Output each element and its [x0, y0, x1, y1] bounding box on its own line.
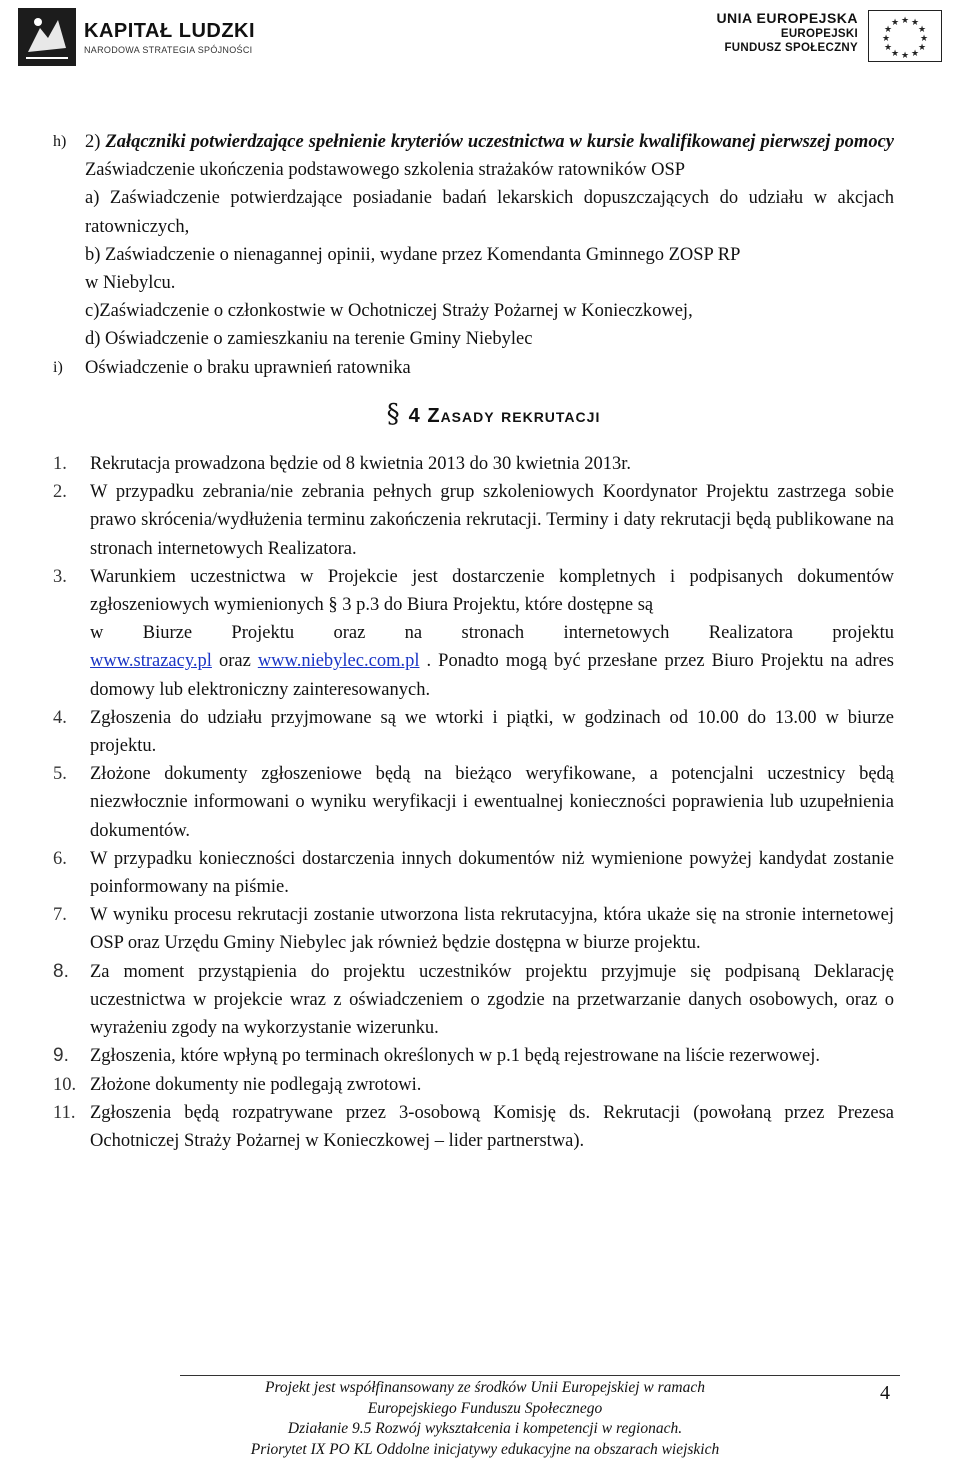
section-h-heading — [85, 128, 894, 184]
section-symbol-inline: § — [328, 595, 337, 615]
kapital-ludzki-logo — [18, 8, 255, 66]
footer-text — [175, 1378, 795, 1460]
section-title: Zasady rekrutacji — [427, 405, 600, 427]
item-number: 11. — [53, 1099, 90, 1155]
item-text: Za moment przystąpienia do projektu uczestników projektu przyjmuje się podpisaną Deklarację uczestnictwa w projekcie wraz z oświadczeniem o zgodzie na przetwarzanie danych osobowych, oraz o wyrażeniu zgody na wykorzystanie wizerunku. — [90, 958, 894, 1043]
list-item — [53, 901, 894, 957]
recruitment-rules-list — [53, 450, 894, 1155]
footer-divider — [180, 1375, 900, 1376]
line-a: a) Zaświadczenie potwierdzające posiadanie badań lekarskich dopuszczających do udziału w akcjach ratowniczych, — [53, 184, 894, 240]
page-header — [0, 0, 960, 72]
item-text: Zgłoszenia będą rozpatrywane przez 3-osobową Komisję ds. Rekrutacji (powołaną przez Prezesa Ochotniczej Straży Pożarnej w Konieczkowej – lider partnerstwa). — [90, 1099, 894, 1155]
section-i-text: Oświadczenie o braku uprawnień ratownika — [85, 354, 894, 382]
svg-text:★: ★ — [911, 49, 919, 59]
list-item — [53, 958, 894, 1043]
line-c: c)Zaświadczenie o członkostwie w Ochotniczej Straży Pożarnej w Konieczkowej, — [53, 297, 894, 325]
item-text: Złożone dokumenty zgłoszeniowe będą na bieżąco weryfikowane, a potencjalni uczestnicy będą niezwłocznie informowani o wyniku weryfikacji i ewentualnej konieczności poprawienia lub uzupełnienia dokumentów. — [90, 760, 894, 845]
section-h-marker: h) — [53, 128, 85, 184]
item-text: W wyniku procesu rekrutacji zostanie utworzona lista rekrutacyjna, która ukaże się na stronie internetowej OSP oraz Urzędu Gminy Niebylec jak również będzie dostępna w biurze projektu. — [90, 901, 894, 957]
section-symbol: § — [387, 399, 401, 429]
kapital-ludzki-subtitle: NARODOWA STRATEGIA SPÓJNOŚCI — [84, 45, 255, 55]
item-text: Zgłoszenia, które wpłyną po terminach określonych w p.1 będą rejestrowane na liście rezerwowej. — [90, 1042, 894, 1070]
eu-line1: UNIA EUROPEJSKA — [716, 10, 858, 27]
item-number: 9. — [53, 1042, 90, 1070]
footer-line-1: Projekt jest współfinansowany ze środków Unii Europejskiej w ramach — [175, 1378, 795, 1399]
strazacy-link[interactable]: www.strazacy.pl — [90, 651, 212, 671]
item-3-text-a: Warunkiem uczestnictwa w Projekcie jest dostarczenie kompletnych i podpisanych dokumentów zgłoszeniowych wymienionych — [90, 567, 894, 615]
svg-text:★: ★ — [918, 25, 926, 35]
item-text: Zgłoszenia do udziału przyjmowane są we wtorki i piątki, w godzinach od 10.00 do 13.00 w biurze projektu. — [90, 704, 894, 760]
section-4-heading — [53, 400, 894, 430]
list-item — [53, 1042, 894, 1070]
item-3-oraz: oraz — [212, 651, 258, 671]
kapital-ludzki-title: KAPITAŁ LUDZKI — [84, 20, 255, 42]
list-item — [53, 563, 894, 704]
list-item — [53, 760, 894, 845]
svg-text:★: ★ — [918, 43, 926, 53]
item-number: 7. — [53, 901, 90, 957]
eu-line2: EUROPEJSKI — [716, 27, 858, 41]
item-number: 10. — [53, 1071, 90, 1099]
list-item — [53, 1099, 894, 1155]
eu-flag-icon — [868, 10, 942, 62]
document-body — [53, 128, 894, 1155]
page-number: 4 — [880, 1382, 890, 1405]
list-item — [53, 1071, 894, 1099]
svg-text:★: ★ — [882, 34, 890, 44]
item-number: 4. — [53, 704, 90, 760]
footer-line-2: Europejskiego Funduszu Społecznego — [175, 1399, 795, 1420]
list-item — [53, 845, 894, 901]
item-3-text-d: . Ponadto mogą być przesłane przez Biuro Projektu na adres domowy lub elektroniczny zainteresowanych. — [90, 651, 894, 699]
line-b: b) Zaświadczenie o nienagannej opinii, wydane przez Komendanta Gminnego ZOSP RP — [53, 241, 894, 269]
svg-text:★: ★ — [884, 25, 892, 35]
eu-line3: FUNDUSZ SPOŁECZNY — [716, 41, 858, 55]
item-number: 3. — [53, 563, 90, 704]
item-number: 2. — [53, 478, 90, 563]
item-number: 8. — [53, 958, 90, 1043]
svg-text:★: ★ — [920, 34, 928, 44]
line-d: d) Oświadczenie o zamieszkaniu na terenie Gminy Niebylec — [53, 325, 894, 353]
item-text: W przypadku zebrania/nie zebrania pełnych grup szkoleniowych Koordynator Projektu zastrzega sobie prawo skrócenia/wydłużenia terminu zakończenia rekrutacji. Terminy i daty rekrutacji będą publikowane na stronach internetowych Realizatora. — [90, 478, 894, 563]
heading-rest: Zaświadczenie ukończenia podstawowego szkolenia strażaków ratowników OSP — [85, 160, 685, 180]
item-text: W przypadku konieczności dostarczenia innych dokumentów niż wymienione powyżej kandydat zostanie poinformowany na piśmie. — [90, 845, 894, 901]
svg-text:★: ★ — [891, 49, 899, 59]
footer-line-3: Działanie 9.5 Rozwój wykształcenia i kompetencji w regionach. — [175, 1419, 795, 1440]
item-text: Złożone dokumenty nie podlegają zwrotowi. — [90, 1071, 894, 1099]
svg-text:★: ★ — [901, 51, 909, 61]
section-i — [53, 354, 894, 382]
line-b2: w Niebylcu. — [53, 269, 894, 297]
section-h — [53, 128, 894, 184]
svg-text:★: ★ — [891, 18, 899, 28]
item-3-text-b: 3 p.3 do Biura Projektu, które dostępne są — [338, 595, 653, 615]
svg-text:★: ★ — [911, 18, 919, 28]
svg-text:★: ★ — [884, 43, 892, 53]
niebylec-link[interactable]: www.niebylec.com.pl — [258, 651, 420, 671]
item-text — [90, 563, 894, 704]
list-item — [53, 478, 894, 563]
item-text: Rekrutacja prowadzona będzie od 8 kwietnia 2013 do 30 kwietnia 2013r. — [90, 450, 894, 478]
item-3-text-c: w Biurze Projektu oraz na stronach internetowych Realizatora projektu — [90, 619, 894, 647]
item-number: 6. — [53, 845, 90, 901]
eu-logo — [716, 10, 942, 62]
heading-prefix: 2) — [85, 132, 105, 152]
list-item — [53, 704, 894, 760]
section-i-marker: i) — [53, 354, 85, 382]
heading-bold: Załączniki potwierdzające spełnienie kryteriów uczestnictwa w kursie kwalifikowanej pierwszej pomocy — [105, 132, 894, 152]
kapital-ludzki-emblem-icon — [18, 8, 76, 66]
svg-text:★: ★ — [901, 16, 909, 26]
section-number: 4 — [409, 405, 421, 427]
item-number: 1. — [53, 450, 90, 478]
list-item — [53, 450, 894, 478]
item-number: 5. — [53, 760, 90, 845]
footer-line-4: Priorytet IX PO KL Oddolne inicjatywy edukacyjne na obszarach wiejskich — [175, 1440, 795, 1460]
